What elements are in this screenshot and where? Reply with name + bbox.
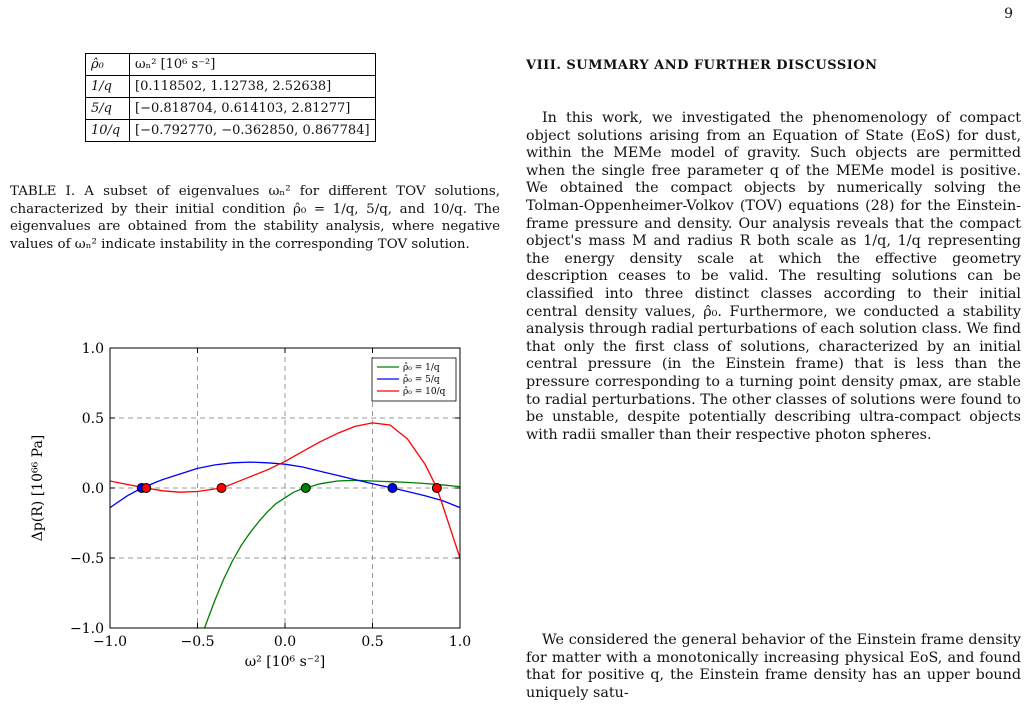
series-line [205,480,461,628]
root-marker [432,484,441,493]
x-tick-label: 0.0 [273,634,297,650]
legend-label: ρ̂₀ = 1/q [403,363,440,373]
table-header-cell: ωₙ² [10⁶ s⁻²] [130,54,376,76]
eigenvalue-table [85,53,376,142]
x-tick-label: −1.0 [93,634,127,650]
stability-chart [0,340,510,680]
chart-legend [372,358,456,401]
table-row [86,76,376,98]
x-tick-label: 0.5 [361,634,384,650]
x-tick-label: −0.5 [180,634,215,650]
legend-label: ρ̂₀ = 5/q [403,375,440,385]
paragraph: We considered the general behavior of the Einstein frame density for matter with a monotonically increasing physical EoS, and found that for positive q, the Einstein frame density has an upper bound uniquely satu- [526,632,1021,701]
y-tick-label: −0.5 [70,551,104,567]
table-cell: [−0.792770, −0.362850, 0.867784] [130,120,376,142]
y-axis-label: Δp(R) [10⁶⁶ Pa] [30,434,46,542]
root-marker [301,484,310,493]
section-title: VIII. SUMMARY AND FURTHER DISCUSSION [526,58,878,73]
paragraph: In this work, we investigated the phenomenology of compact object solutions arising from an Equation of State (EoS) for dust, within the MEMe model of gravity. Such objects are permitted when the single free parameter q of the MEMe model is positive. We obtained the compact objects by numerically solving the Tolman-Oppenheimer-Volkov (TOV) equations (28) for the Einstein-frame pressure and density. Our analysis reveals that the compact object's mass M and radius R both scale as 1/q, 1/q representing the energy density scale at which the effective geometry description ceases to be valid. The resulting solutions can be classified into three distinct classes according to their initial central density values, ρ̂₀. Furthermore, we conducted a stability analysis through radial perturbations of each solution class. We find that only the first class of solutions, characterized by an initial central pressure (in the Einstein frame) that is less than the pressure corresponding to a turning point density ρmax, are stable to radial perturbations. The other classes of solutions were found to be unstable, despite potentially describing ultra-compact objects with radii smaller than their respective photon spheres. [526,110,1021,443]
x-tick-label: 1.0 [448,634,472,650]
root-marker [217,484,226,493]
table-cell: [−0.818704, 0.614103, 2.81277] [130,98,376,120]
table-header-cell: ρ̂₀ [86,54,130,76]
legend-label: ρ̂₀ = 10/q [403,387,446,397]
table-cell: 5/q [86,98,130,120]
table-cell: [0.118502, 1.12738, 2.52638] [130,76,376,98]
y-tick-label: −1.0 [70,621,104,637]
y-tick-label: 1.0 [81,341,104,357]
y-tick-label: 0.0 [81,481,104,497]
y-tick-label: 0.5 [81,411,104,427]
table-row [86,98,376,120]
table-cell: 1/q [86,76,130,98]
table-header-row [86,54,376,76]
x-axis-label: ω² [10⁶ s⁻²] [244,654,326,670]
root-marker [142,484,151,493]
page-number: 9 [1004,6,1013,22]
table-cell: 10/q [86,120,130,142]
table-caption: TABLE I. A subset of eigenvalues ωₙ² for different TOV solutions, characterized by their initial condition ρ̂₀ = 1/q, 5/q, and 10/q. The eigenvalues are obtained from the stability analysis, where negative values of ωₙ² indicate instability in the corresponding TOV solution. [10,184,500,252]
table-row [86,120,376,142]
chart-curves [110,423,460,628]
root-marker [388,484,397,493]
